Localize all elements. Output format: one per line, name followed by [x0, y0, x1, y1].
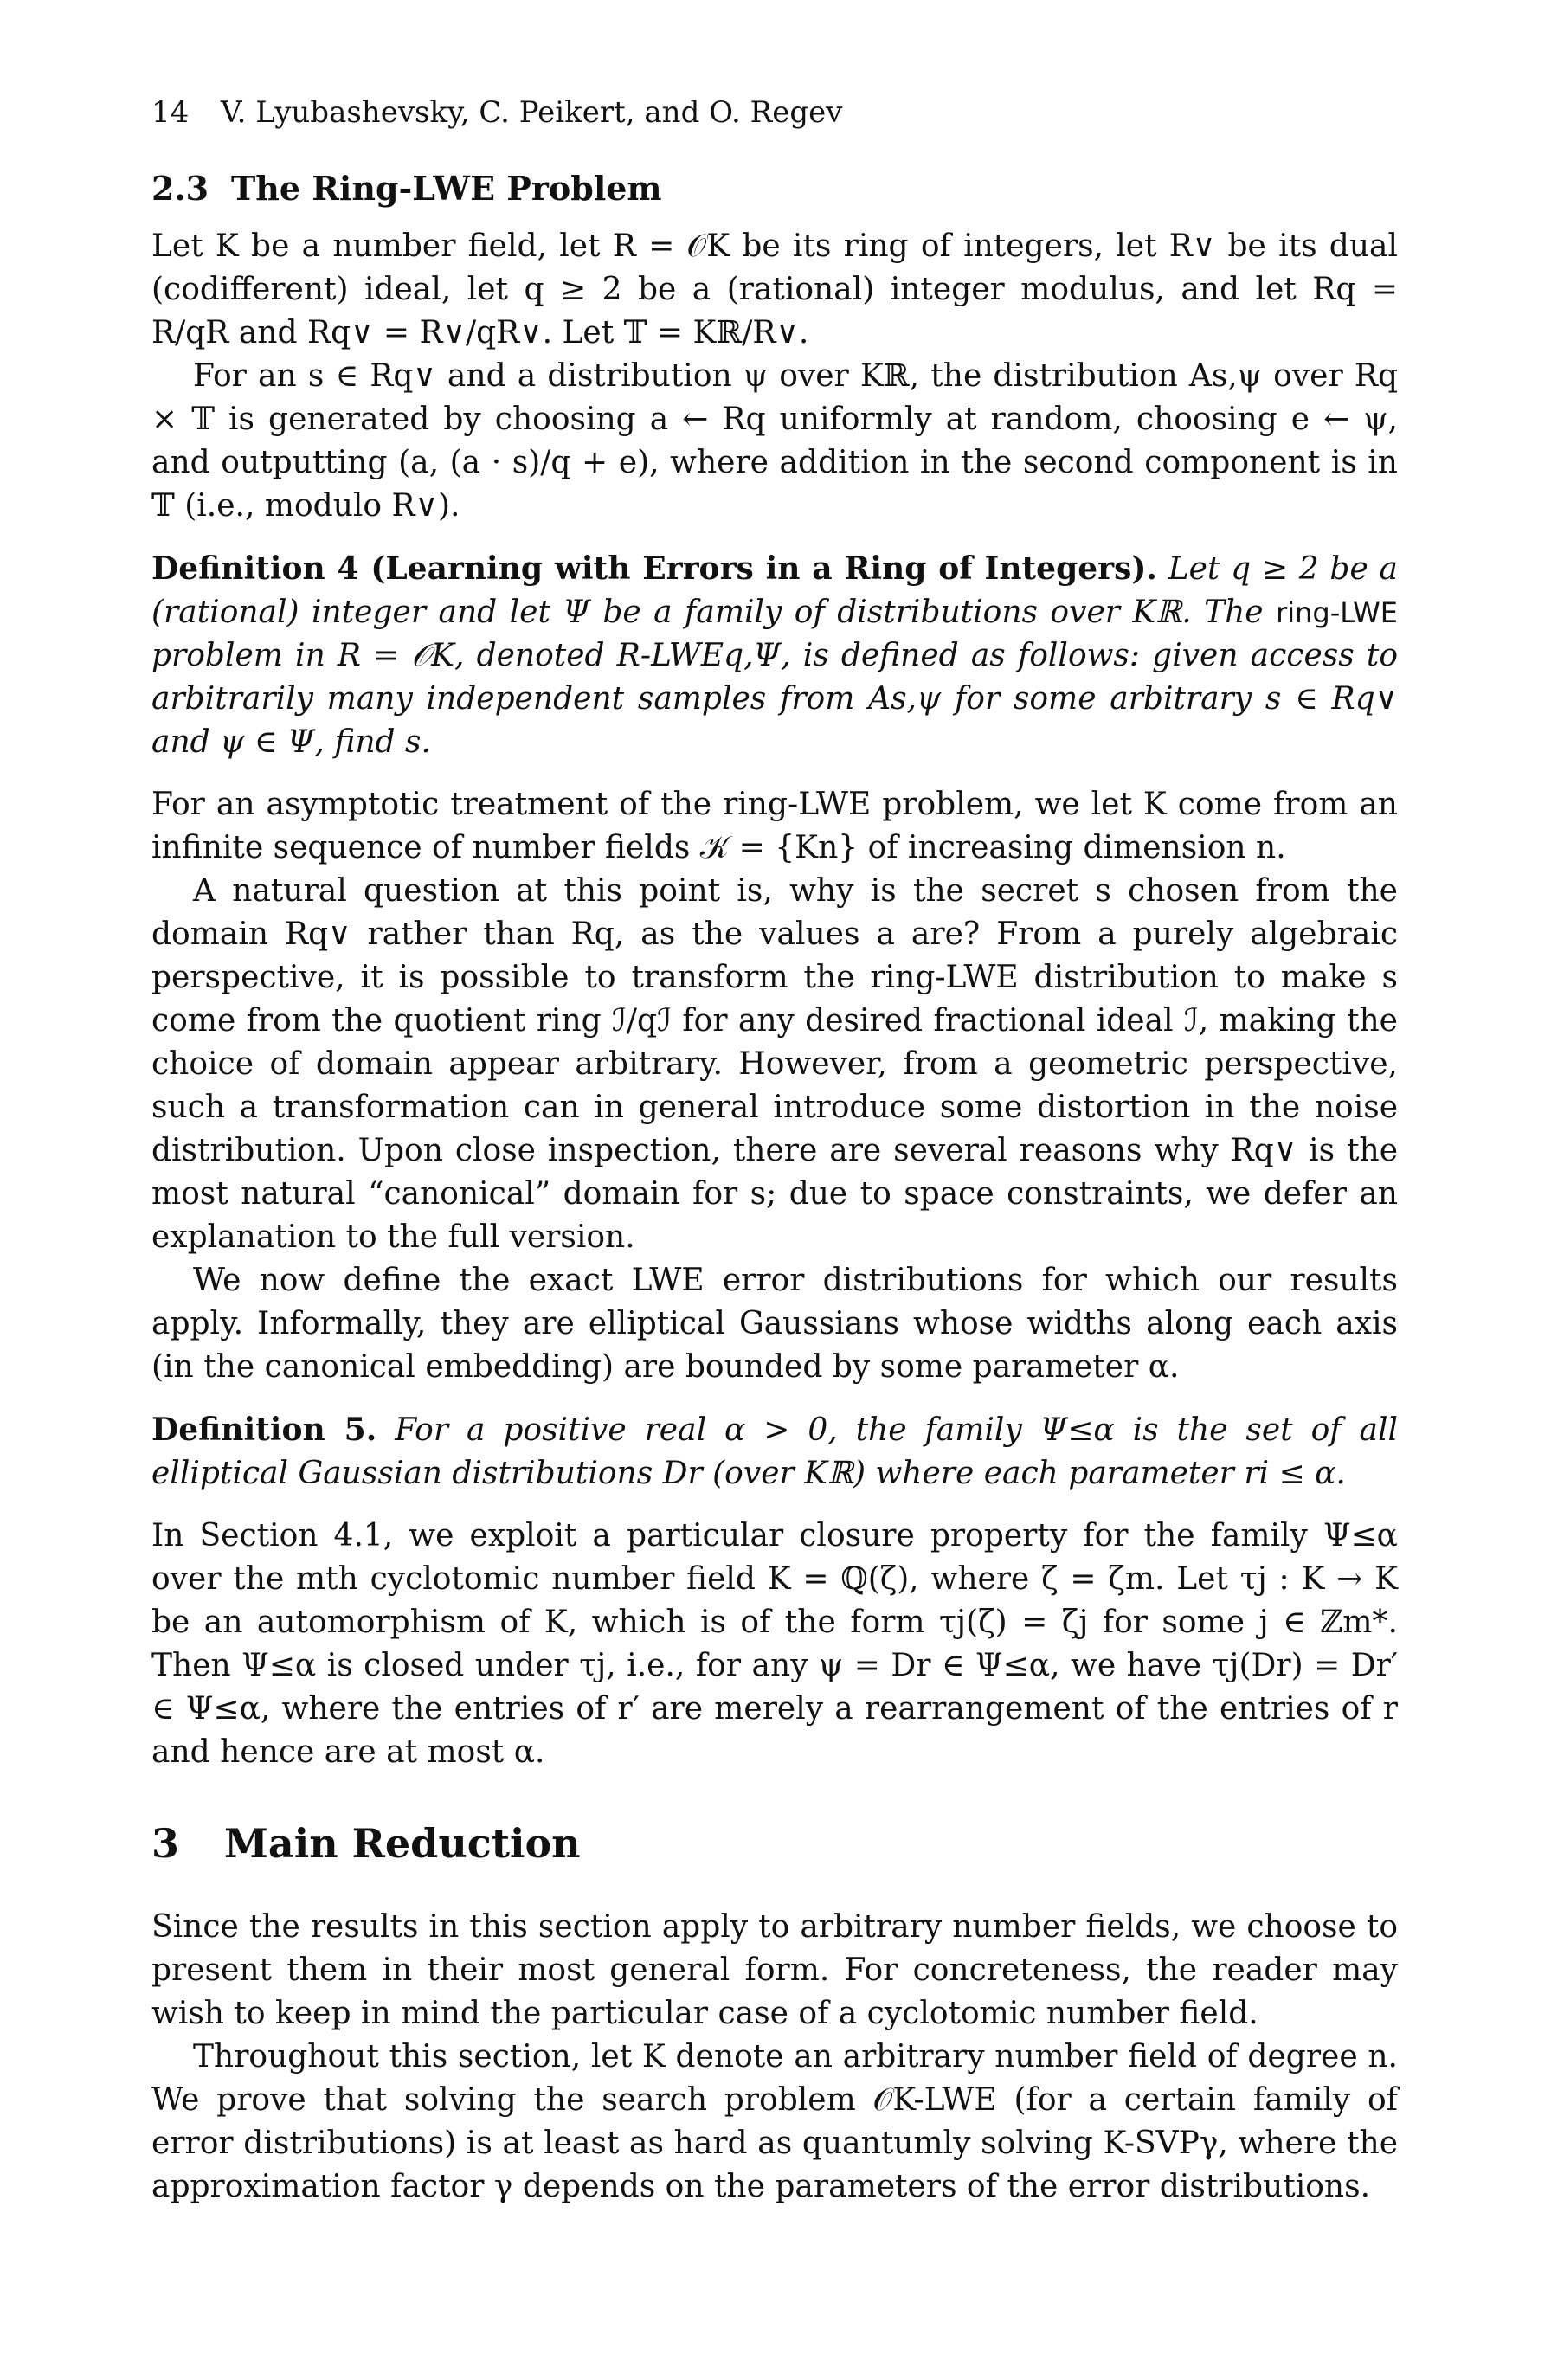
- paragraph-natural-question: A natural question at this point is, why is the secret s chosen from the domain Rq∨ rather than Rq, as the values a are? From a purely algebraic perspective, it is possible to transform the ring-LWE distribution to make s come from the quotient ring ℐ/qℐ for any desired fractional ideal ℐ, making the choice of domain appear arbitrary. However, from a geometric perspective, such a transformation can in general introduce some distortion in the noise distribution. Upon close inspection, there are several reasons why Rq∨ is the most natural “canonical” domain for s; due to space constraints, we defer an explanation to the full version.: [151, 873, 1398, 1255]
- paragraph-error-distributions: We now define the exact LWE error distributions for which our results apply. Informally, they are elliptical Gaussians whose widths along each axis (in the canonical embedding) are bounded by some parameter α.: [151, 1263, 1398, 1385]
- definition-5: [151, 1408, 1398, 1496]
- running-header: [151, 93, 1398, 132]
- subsection-heading: [151, 168, 1398, 209]
- definition-5-body: For a positive real α > 0, the family Ψ≤α is the set of all elliptical Gaussian distributions Dr (over Kℝ) where each parameter ri ≤ α.: [151, 1412, 1398, 1491]
- section-number: 3: [151, 1820, 180, 1867]
- definition-4-body-1: Let q ≥ 2 be a (rational) integer and let Ψ be a family of distributions over Kℝ. The: [151, 551, 1398, 630]
- paper-page: [151, 93, 1398, 2209]
- definition-4-body-2: problem in R = 𝒪K, denoted R-LWEq,Ψ, is defined as follows: given access to arbitrarily many independent samples from As,ψ for some arbitrary s ∈ Rq∨ and ψ ∈ Ψ, find s.: [151, 638, 1398, 760]
- page-number: 14: [151, 95, 190, 130]
- paragraph-general-form: Since the results in this section apply to arbitrary number fields, we choose to present them in their most general form. For concreteness, the reader may wish to keep in mind the particular case of a cyclotomic number field.: [151, 1909, 1398, 2031]
- definition-4: [151, 547, 1398, 764]
- paragraph-ring-definition: Let K be a number field, let R = 𝒪K be its ring of integers, let R∨ be its dual (codifferent) ideal, let q ≥ 2 be a (rational) integer modulus, and let Rq = R/qR and Rq∨ = R∨/qR∨. Let 𝕋 = Kℝ/R∨.: [151, 228, 1398, 351]
- subsection-number: 2.3: [151, 169, 209, 208]
- subsection-title: The Ring-LWE Problem: [231, 169, 662, 208]
- section-heading: [151, 1819, 1398, 1868]
- paragraph-distribution: For an s ∈ Rq∨ and a distribution ψ over Kℝ, the distribution As,ψ over Rq × 𝕋 is generated by choosing a ← Rq uniformly at random, choosing e ← ψ, and outputting (a, (a · s)/q + e), where addition in the second component is in 𝕋 (i.e., modulo R∨).: [151, 358, 1398, 524]
- author-list: V. Lyubashevsky, C. Peikert, and O. Regev: [221, 95, 843, 130]
- paragraph-main-claim: Throughout this section, let K denote an arbitrary number field of degree n. We prove that solving the search problem 𝒪K-LWE (for a certain family of error distributions) is at least as hard as quantumly solving K-SVPγ, where the approximation factor γ depends on the parameters of the error distributions.: [151, 2039, 1398, 2204]
- definition-5-lead: Definition 5.: [151, 1412, 377, 1448]
- definition-4-lead: Definition 4 (Learning with Errors in a Ring of Integers).: [151, 550, 1157, 587]
- paragraph-closure-property: In Section 4.1, we exploit a particular closure property for the family Ψ≤α over the mth cyclotomic number field K = ℚ(ζ), where ζ = ζm. Let τj : K → K be an automorphism of K, which is of the form τj(ζ) = ζj for some j ∈ ℤm*. Then Ψ≤α is closed under τj, i.e., for any ψ = Dr ∈ Ψ≤α, we have τj(Dr) = Dr′ ∈ Ψ≤α, where the entries of r′ are merely a rearrangement of the entries of r and hence are at most α.: [151, 1518, 1398, 1770]
- paragraph-asymptotic: For an asymptotic treatment of the ring-LWE problem, we let K come from an infinite sequence of number fields 𝒦 = {Kn} of increasing dimension n.: [151, 787, 1398, 865]
- definition-4-term: ring-LWE: [1276, 596, 1398, 629]
- section-title: Main Reduction: [224, 1820, 581, 1867]
